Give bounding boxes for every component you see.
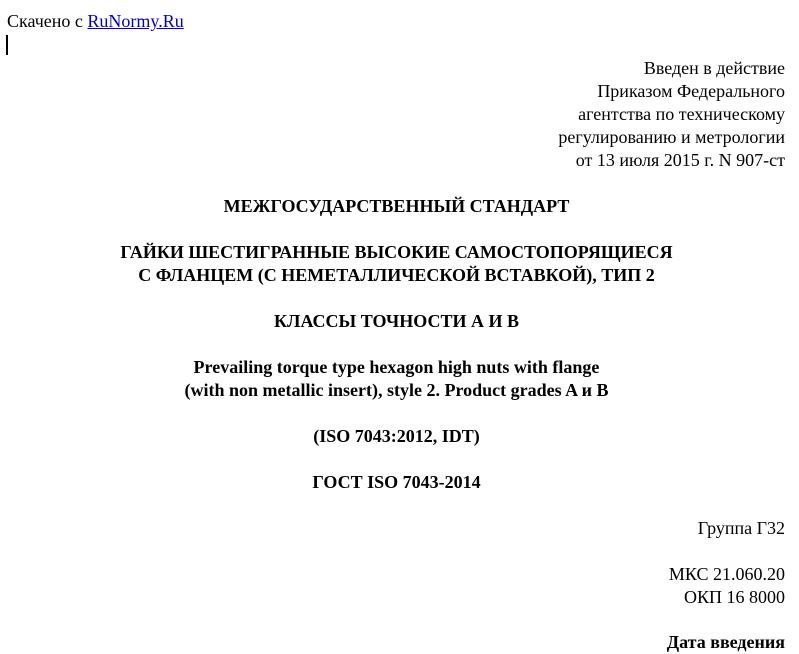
mks-code: МКС 21.060.20	[668, 564, 785, 584]
enactment-line: Приказом Федерального	[597, 81, 785, 101]
enactment-line: агентства по техническому	[578, 104, 785, 124]
standard-title-line1: ГАЙКИ ШЕСТИГРАННЫЕ ВЫСОКИЕ САМОСТОПОРЯЩИЕСЯ	[120, 242, 673, 262]
standard-type-heading: МЕЖГОСУДАРСТВЕННЫЙ СТАНДАРТ	[223, 196, 570, 216]
okp-code: ОКП 16 8000	[683, 587, 785, 607]
download-source-line	[7, 10, 184, 33]
group-code: Группа Г32	[697, 518, 785, 538]
gost-number: ГОСТ ISO 7043-2014	[312, 472, 481, 492]
standard-title	[0, 241, 793, 287]
accuracy-classes-heading: КЛАССЫ ТОЧНОСТИ А И В	[273, 311, 519, 331]
runormy-link[interactable]: RuNormy.Ru	[87, 11, 184, 31]
english-title-line2: (with non metallic insert), style 2. Product grades A и B	[184, 380, 609, 400]
english-title-line1: Prevailing torque type hexagon high nuts with flange	[193, 357, 600, 377]
classification-codes	[669, 563, 785, 609]
enactment-line: Введен в действие	[643, 58, 785, 78]
download-prefix: Скачено с	[7, 11, 88, 31]
introduction-date-label: Дата введения	[666, 632, 785, 652]
english-title	[0, 356, 793, 402]
enactment-note	[558, 57, 785, 172]
text-cursor	[6, 35, 8, 55]
iso-reference: (ISO 7043:2012, IDT)	[313, 426, 480, 446]
standard-title-line2: С ФЛАНЦЕМ (С НЕМЕТАЛЛИЧЕСКОЙ ВСТАВКОЙ), ТИП 2	[138, 265, 655, 285]
enactment-line: регулированию и метрологии	[558, 127, 785, 147]
enactment-line: от 13 июля 2015 г. N 907-ст	[575, 150, 785, 170]
